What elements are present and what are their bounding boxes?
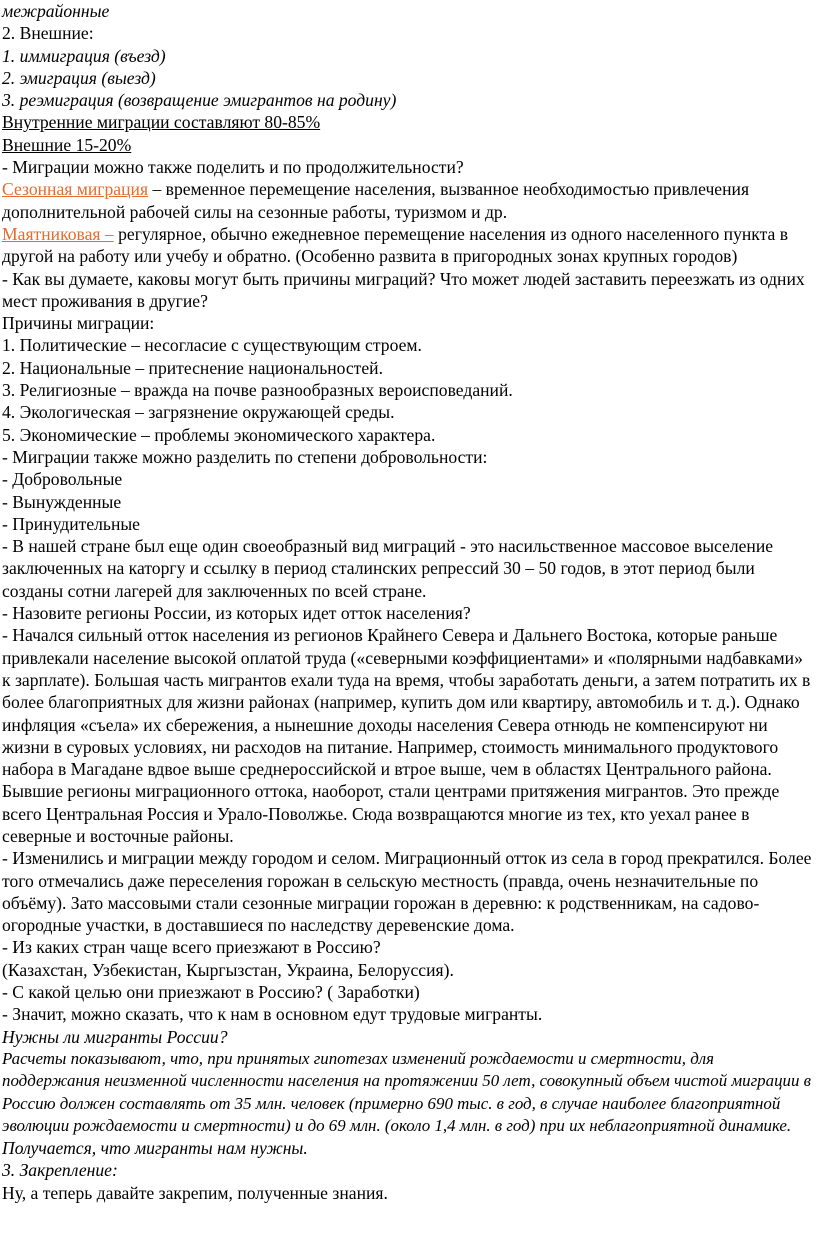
question-outflow-regions: - Назовите регионы России, из которых идет отток населения? bbox=[2, 603, 471, 624]
question-purpose: - С какой целью они приезжают в Россию? ( Заработки) bbox=[2, 982, 420, 1003]
closing-line: Ну, а теперь давайте закрепим, полученные знания. bbox=[2, 1182, 388, 1203]
paragraph-attraction-centers: Бывшие регионы миграционного оттока, наоборот, стали центрами притяжения мигрантов. Это прежде всего Центральная Россия и Урало-Поволжье. Сюда возвращаются многие из тех, кто уехал ранее в северные и восточные районы. bbox=[2, 781, 780, 846]
paragraph-north-outflow: - Начался сильный отток населения из регионов Крайнего Севера и Дальнего Востока, которые раньше привлекали население высокой оплатой труда («северными коэффициентами» и «полярными надбавками» к зарплате). Большая часть мигрантов ехали туда на время, чтобы заработать деньги, а затем потратить их в более благоприятных для жизни районах (например, купить дом или квартиру, автомобиль и т. д.). Однако инфляция «съела» их сбережения, а нынешние доходы населения Севера отнюдь не компенсируют ни жизни в суровых условиях, ни расходов на питание. Например, стоимость минимального продуктового набора в Магадане вдвое выше среднероссийской и втрое выше, чем в областях Центрального района. bbox=[2, 625, 811, 780]
cause-ecological: 4. Экологическая – загрязнение окружающей среды. bbox=[2, 402, 395, 423]
item-voluntary: - Добровольные bbox=[2, 469, 123, 490]
item-forced: - Вынужденные bbox=[2, 491, 122, 512]
external-share: Внешние 15-20% bbox=[2, 134, 132, 155]
paragraph-pendulum bbox=[2, 223, 814, 268]
paragraph-city-village: - Изменились и миграции между городом и селом. Миграционный отток из села в город прекратился. Более того отмечались даже переселения горожан в сельскую местность (правда, очень незначительные по объёму). Зато массовыми стали сезонные миграции горожан в деревню: к родственникам, на садово-огородные участки, в доставшиеся по наследству деревенские дома. bbox=[2, 848, 812, 936]
item-emigration: 2. эмиграция (выезд) bbox=[2, 67, 156, 88]
question-voluntariness: - Миграции также можно разделить по степени добровольности: bbox=[2, 446, 488, 467]
paragraph-calculations: Расчеты показывают, что, при принятых гипотезах изменений рождаемости и смертности, для поддержания неизменной численности населения на протяжении 50 лет, совокупный объем чистой миграции в Россию должен составлять от 35 млн. человек (примерно 690 тыс. в год, в случае наиболее благоприятной эволюции рождаемости и смертности) и до 69 млн. (около 1,4 млн. в год) при их неблагоприятной динамике. bbox=[2, 1048, 811, 1135]
seasonal-migration-link[interactable]: Сезонная миграция bbox=[2, 179, 149, 200]
question-need-migrants: Нужны ли мигранты России? bbox=[2, 1026, 228, 1047]
question-duration: - Миграции можно также поделить и по продолжительности? bbox=[2, 157, 464, 178]
heading-external: 2. Внешние: bbox=[2, 23, 94, 44]
heading-consolidation: 3. Закрепление: bbox=[2, 1160, 118, 1181]
internal-share: Внутренние миграции составляют 80-85% bbox=[2, 112, 321, 133]
answer-countries: (Казахстан, Узбекистан, Кыргызстан, Украина, Белоруссия). bbox=[2, 959, 454, 980]
conclusion-migrants-needed: Получается, что мигранты нам нужны. bbox=[2, 1138, 308, 1159]
cause-national: 2. Национальные – притеснение национальностей. bbox=[2, 357, 383, 378]
paragraph-seasonal bbox=[2, 178, 814, 223]
cause-religious: 3. Религиозные – вражда на почве разнообразных вероисповеданий. bbox=[2, 380, 513, 401]
conclusion-labor-migrants: - Значит, можно сказать, что к нам в основном едут трудовые мигранты. bbox=[2, 1004, 543, 1025]
cause-economic: 5. Экономические – проблемы экономического характера. bbox=[2, 424, 436, 445]
question-countries: - Из каких стран чаще всего приезжают в Россию? bbox=[2, 937, 381, 958]
text-interregional: межрайонные bbox=[2, 1, 110, 21]
seasonal-definition: – временное перемещение населения, вызванное необходимостью привлечения дополнительной рабочей силы на сезонные работы, туризмом и др. bbox=[2, 179, 750, 222]
question-causes: - Как вы думаете, каковы могут быть причины миграций? Что может людей заставить переезжать из одних мест проживания в другие? bbox=[2, 268, 805, 311]
item-immigration: 1. иммиграция (въезд) bbox=[2, 45, 166, 66]
item-compulsory: - Принудительные bbox=[2, 513, 140, 534]
pendulum-definition: регулярное, обычно ежедневное перемещение населения из одного населенного пункта в другой на работу или учебу и обратно. (Особенно развита в пригородных зонах крупных городов) bbox=[2, 223, 789, 267]
paragraph-repressions: - В нашей стране был еще один своеобразный вид миграций - это насильственное массовое выселение заключенных на каторгу и ссылку в период сталинских репрессий 30 – 50 годов, в этот период были созданы сотни лагерей для заключенных по всей стране. bbox=[2, 536, 774, 601]
item-reemigration: 3. реэмиграция (возвращение эмигрантов на родину) bbox=[2, 90, 397, 111]
heading-causes: Причины миграции: bbox=[2, 313, 155, 334]
pendulum-migration-link[interactable]: Маятниковая – bbox=[2, 223, 114, 244]
cause-political: 1. Политические – несогласие с существующим строем. bbox=[2, 335, 422, 356]
